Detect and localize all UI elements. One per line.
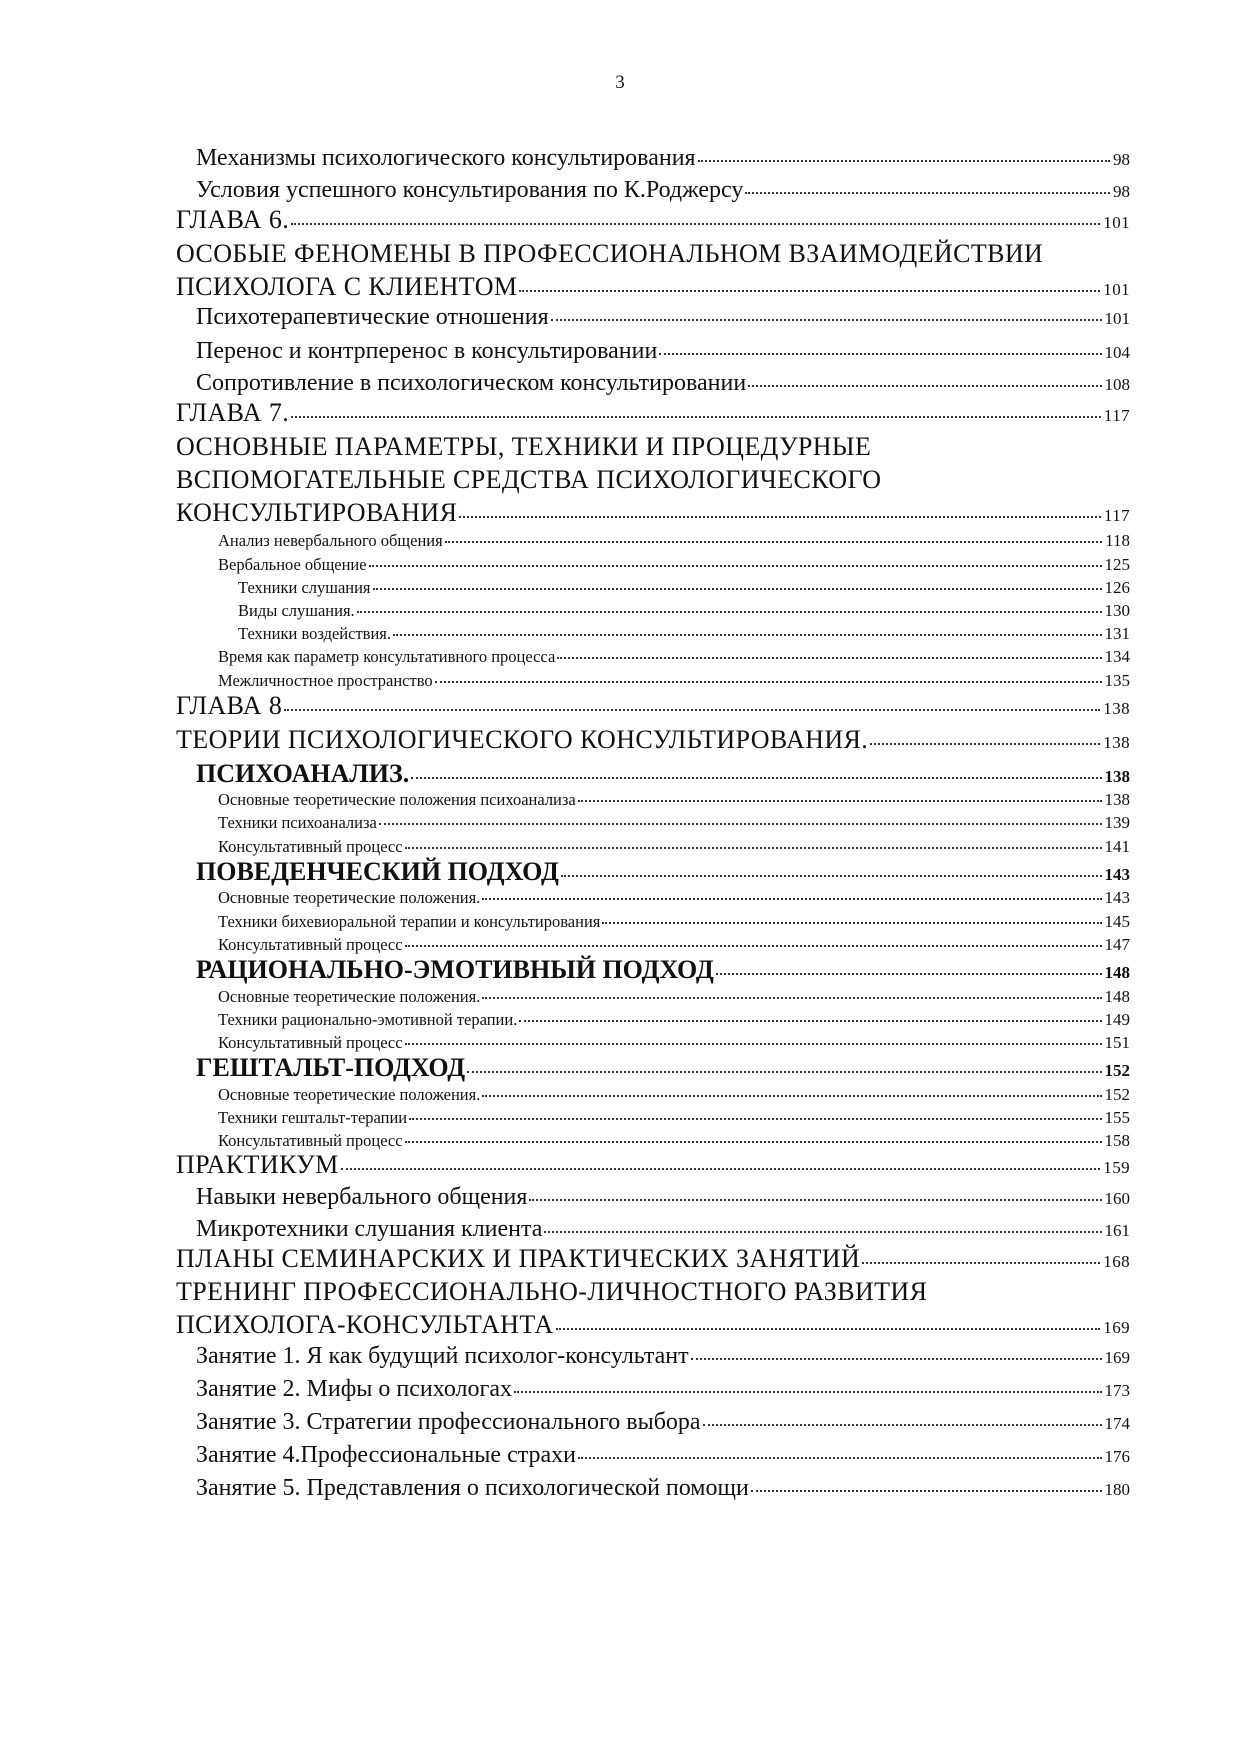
dot-leader	[551, 319, 1102, 321]
toc-entry-page: 139	[1104, 813, 1130, 832]
toc-entry-page: 108	[1104, 375, 1130, 394]
toc-entry[interactable]	[196, 304, 1130, 331]
dot-leader	[411, 777, 1101, 779]
toc-entry-title: КОНСУЛЬТИРОВАНИЯ	[176, 498, 458, 527]
toc-entry[interactable]	[176, 272, 1130, 302]
toc-entry-title: Занятие 3. Стратегии профессионального выбора	[196, 1409, 701, 1435]
dot-leader	[435, 681, 1102, 683]
dot-leader	[405, 847, 1102, 849]
toc-entry[interactable]	[218, 790, 1130, 810]
toc-entry-page: 180	[1104, 1480, 1130, 1499]
toc-entry-page: 118	[1105, 531, 1130, 550]
dot-leader	[482, 997, 1101, 999]
toc-entry-title: Занятие 4.Профессиональные страхи	[196, 1442, 577, 1468]
toc-entry[interactable]	[176, 725, 1130, 755]
toc-entry[interactable]	[218, 531, 1130, 551]
toc-entry-title: Анализ невербального общения	[218, 531, 443, 550]
toc-entry[interactable]	[196, 370, 1130, 397]
toc-entry[interactable]	[196, 857, 1130, 887]
toc-entry-page: 131	[1104, 624, 1130, 643]
toc-entry-title: Навыки невербального общения	[196, 1184, 528, 1210]
toc-entry-title: Виды слушания.	[238, 601, 355, 620]
toc-entry[interactable]	[196, 145, 1130, 172]
dot-leader	[602, 922, 1101, 924]
dot-leader	[862, 1262, 1100, 1264]
page-number: 3	[615, 72, 625, 93]
toc-entry-title: РАЦИОНАЛЬНО-ЭМОТИВНЫЙ ПОДХОД	[196, 955, 714, 984]
toc-entry-page: 147	[1104, 935, 1130, 954]
toc-entry-page: 169	[1104, 1348, 1130, 1367]
dot-leader	[291, 223, 1100, 225]
toc-entry[interactable]	[218, 935, 1130, 955]
toc-entry-title: ВСПОМОГАТЕЛЬНЫЕ СРЕДСТВА ПСИХОЛОГИЧЕСКОГО	[176, 465, 882, 494]
toc-entry-title: Техники рационально-эмотивной терапии.	[218, 1010, 518, 1029]
toc-entry-title: Основные теоретические положения.	[218, 1085, 481, 1104]
toc-entry-page: 173	[1104, 1381, 1130, 1400]
toc-entry-page: 151	[1104, 1033, 1130, 1052]
dot-leader	[578, 800, 1102, 802]
toc-entry-page: 160	[1104, 1189, 1130, 1208]
toc-entry-title: Занятие 2. Мифы о психологах	[196, 1376, 512, 1402]
toc-entry-page: 138	[1104, 790, 1130, 809]
toc-entry[interactable]	[176, 1150, 1130, 1180]
toc-entry-page: 152	[1104, 1085, 1130, 1104]
toc-entry-title: Перенос и контрперенос в консультировании	[196, 338, 658, 364]
toc-entry-title: ПОВЕДЕНЧЕСКИЙ ПОДХОД	[196, 857, 559, 886]
toc-entry-title: Техники психоанализа	[218, 813, 377, 832]
toc-entry-page: 101	[1104, 309, 1130, 328]
dot-leader	[405, 1043, 1102, 1045]
toc-entry-title: ПЛАНЫ СЕМИНАРСКИХ И ПРАКТИЧЕСКИХ ЗАНЯТИЙ	[176, 1244, 861, 1273]
dot-leader	[703, 1424, 1102, 1426]
toc-entry-page: 143	[1104, 888, 1130, 907]
dot-leader	[544, 1231, 1101, 1233]
toc-entry-page: 125	[1104, 555, 1130, 574]
dot-leader	[529, 1199, 1101, 1201]
toc-entry-title: Техники бихевиоральной терапии и консультирования	[218, 912, 601, 931]
toc-entry[interactable]	[238, 624, 1130, 644]
toc-entry[interactable]	[218, 987, 1130, 1007]
toc-entry[interactable]	[176, 1310, 1130, 1340]
toc-entry-title: Техники слушания	[238, 578, 371, 597]
dot-leader	[467, 1071, 1101, 1073]
toc-entry-page: 161	[1104, 1221, 1130, 1240]
toc-entry-page: 138	[1104, 767, 1130, 786]
dot-leader	[445, 541, 1102, 543]
toc-entry-page: 134	[1104, 647, 1130, 666]
toc-entry[interactable]	[176, 465, 881, 495]
toc-entry-page: 101	[1103, 280, 1130, 299]
toc-entry-title: Межличностное пространство	[218, 671, 433, 690]
toc-entry[interactable]	[218, 647, 1130, 667]
dot-leader	[556, 1328, 1101, 1330]
dot-leader	[409, 1118, 1101, 1120]
toc-entry-page: 138	[1103, 699, 1130, 718]
toc-entry[interactable]	[218, 671, 1130, 691]
dot-leader	[751, 1490, 1102, 1492]
toc-entry-title: Основные теоретические положения.	[218, 888, 481, 907]
dot-leader	[870, 743, 1100, 745]
toc-entry[interactable]	[176, 398, 1130, 428]
toc-entry-page: 117	[1103, 506, 1130, 525]
dot-leader	[691, 1358, 1102, 1360]
toc-entry[interactable]	[218, 1131, 1130, 1151]
toc-entry-page: 168	[1103, 1252, 1130, 1271]
toc-entry-title: ГЛАВА 8	[176, 691, 283, 720]
toc-entry-title: ГЕШТАЛЬТ-ПОДХОД	[196, 1053, 466, 1082]
dot-leader	[357, 611, 1102, 613]
toc-entry-page: 145	[1104, 912, 1130, 931]
toc-entry[interactable]	[196, 955, 1130, 985]
toc-entry[interactable]	[196, 1216, 1130, 1243]
toc-entry-title: ГЛАВА 7.	[176, 398, 290, 427]
dot-leader	[659, 353, 1101, 355]
dot-leader	[284, 709, 1100, 711]
toc-entry-title: Консультативный процесс	[218, 1033, 403, 1052]
toc-entry-page: 101	[1103, 213, 1130, 232]
toc-entry-title: Условия успешного консультирования по К.Роджерсу	[196, 177, 744, 203]
toc-entry[interactable]	[196, 1376, 1130, 1403]
toc-entry-title: ТРЕНИНГ ПРОФЕССИОНАЛЬНО-ЛИЧНОСТНОГО РАЗВИТИЯ	[176, 1277, 928, 1306]
toc-entry[interactable]	[176, 432, 871, 462]
toc-entry[interactable]	[196, 338, 1130, 365]
dot-leader	[291, 416, 1101, 418]
toc-entry[interactable]	[196, 1442, 1130, 1469]
dot-leader	[745, 192, 1110, 194]
dot-leader	[716, 973, 1102, 975]
toc-entry-page: 117	[1103, 406, 1130, 425]
dot-leader	[519, 290, 1100, 292]
toc-entry-title: Основные теоретические положения психоанализа	[218, 790, 576, 809]
toc-entry-title: Основные теоретические положения.	[218, 987, 481, 1006]
dot-leader	[393, 634, 1101, 636]
toc-entry-page: 104	[1104, 343, 1130, 362]
dot-leader	[514, 1391, 1102, 1393]
toc-entry-page: 98	[1113, 182, 1130, 201]
toc-entry-page: 98	[1113, 150, 1130, 169]
toc-entry-title: ПСИХОЛОГА-КОНСУЛЬТАНТА	[176, 1310, 554, 1339]
toc-entry-title: ПРАКТИКУМ	[176, 1150, 339, 1179]
toc-entry-title: Микротехники слушания клиента	[196, 1216, 543, 1242]
dot-leader	[459, 516, 1101, 518]
toc-entry[interactable]	[196, 1184, 1130, 1211]
toc-entry-page: 126	[1104, 578, 1130, 597]
toc-entry-title: ТЕОРИИ ПСИХОЛОГИЧЕСКОГО КОНСУЛЬТИРОВАНИЯ.	[176, 725, 869, 754]
toc-entry[interactable]	[218, 813, 1130, 833]
dot-leader	[405, 945, 1102, 947]
toc-entry-title: Занятие 1. Я как будущий психолог-консультант	[196, 1343, 689, 1369]
dot-leader	[482, 898, 1101, 900]
toc-entry-title: Вербальное общение	[218, 555, 367, 574]
toc-entry-title: Время как параметр консультативного процесса	[218, 647, 556, 666]
toc-entry-page: 159	[1103, 1158, 1130, 1177]
toc-entry[interactable]	[218, 837, 1130, 857]
toc-entry-page: 143	[1104, 865, 1130, 884]
toc-entry[interactable]	[176, 239, 1043, 269]
toc-entry-title: Консультативный процесс	[218, 1131, 403, 1150]
dot-leader	[405, 1141, 1102, 1143]
toc-entry-title: Психотерапевтические отношения	[196, 304, 549, 330]
dot-leader	[369, 565, 1102, 567]
toc-entry[interactable]	[218, 1010, 1130, 1030]
toc-entry[interactable]	[218, 1108, 1130, 1128]
toc-entry[interactable]	[196, 177, 1130, 204]
toc-entry-title: Консультативный процесс	[218, 935, 403, 954]
toc-entry-title: ОСОБЫЕ ФЕНОМЕНЫ В ПРОФЕССИОНАЛЬНОМ ВЗАИМОДЕЙСТВИИ	[176, 239, 1044, 268]
toc-entry-page: 148	[1104, 987, 1130, 1006]
toc-entry[interactable]	[196, 759, 1130, 789]
dot-leader	[698, 160, 1110, 162]
toc-entry[interactable]	[238, 578, 1130, 598]
toc-entry-title: Техники гештальт-терапии	[218, 1108, 408, 1127]
toc-entry[interactable]	[176, 1244, 1130, 1274]
toc-entry-title: Механизмы психологического консультирования	[196, 145, 696, 171]
toc-entry[interactable]	[196, 1409, 1130, 1436]
toc-entry-page: 149	[1104, 1010, 1130, 1029]
toc-entry[interactable]	[218, 1033, 1130, 1053]
toc-entry-page: 148	[1104, 963, 1130, 982]
dot-leader	[341, 1168, 1101, 1170]
toc-entry-page: 152	[1104, 1061, 1130, 1080]
toc-entry-page: 141	[1104, 837, 1130, 856]
toc-entry-page: 176	[1104, 1447, 1130, 1466]
toc-entry-page: 169	[1103, 1318, 1130, 1337]
toc-entry[interactable]	[218, 888, 1130, 908]
toc-entry[interactable]	[196, 1475, 1130, 1502]
dot-leader	[578, 1457, 1101, 1459]
toc-entry[interactable]	[176, 1277, 927, 1307]
dot-leader	[748, 385, 1101, 387]
toc-entry-title: Консультативный процесс	[218, 837, 403, 856]
toc-entry-title: Сопротивление в психологическом консультировании	[196, 370, 747, 396]
toc-entry-title: ГЛАВА 6.	[176, 205, 290, 234]
dot-leader	[373, 588, 1102, 590]
toc-entry[interactable]	[218, 912, 1130, 932]
toc-entry[interactable]	[196, 1343, 1130, 1370]
dot-leader	[519, 1020, 1101, 1022]
dot-leader	[561, 875, 1102, 877]
toc-entry[interactable]	[196, 1053, 1130, 1083]
toc-entry-title: ПСИХОЛОГА С КЛИЕНТОМ	[176, 272, 518, 301]
toc-entry-page: 155	[1104, 1108, 1130, 1127]
dot-leader	[557, 657, 1101, 659]
toc-entry[interactable]	[218, 555, 1130, 575]
toc-entry-page: 174	[1104, 1414, 1130, 1433]
toc-entry[interactable]	[176, 498, 1130, 528]
dot-leader	[482, 1095, 1101, 1097]
toc-entry[interactable]	[238, 601, 1130, 621]
toc-entry-title: ПСИХОАНАЛИЗ.	[196, 759, 410, 788]
toc-entry-page: 135	[1104, 671, 1130, 690]
toc-entry[interactable]	[176, 691, 1130, 721]
toc-entry[interactable]	[176, 205, 1130, 235]
toc-entry-page: 158	[1104, 1131, 1130, 1150]
toc-entry[interactable]	[218, 1085, 1130, 1105]
toc-entry-page: 130	[1104, 601, 1130, 620]
toc-entry-title: Занятие 5. Представления о психологической помощи	[196, 1475, 749, 1501]
toc-entry-title: ОСНОВНЫЕ ПАРАМЕТРЫ, ТЕХНИКИ И ПРОЦЕДУРНЫЕ	[176, 432, 872, 461]
toc-entry-page: 138	[1103, 733, 1130, 752]
toc-entry-title: Техники воздействия.	[238, 624, 392, 643]
dot-leader	[379, 823, 1102, 825]
